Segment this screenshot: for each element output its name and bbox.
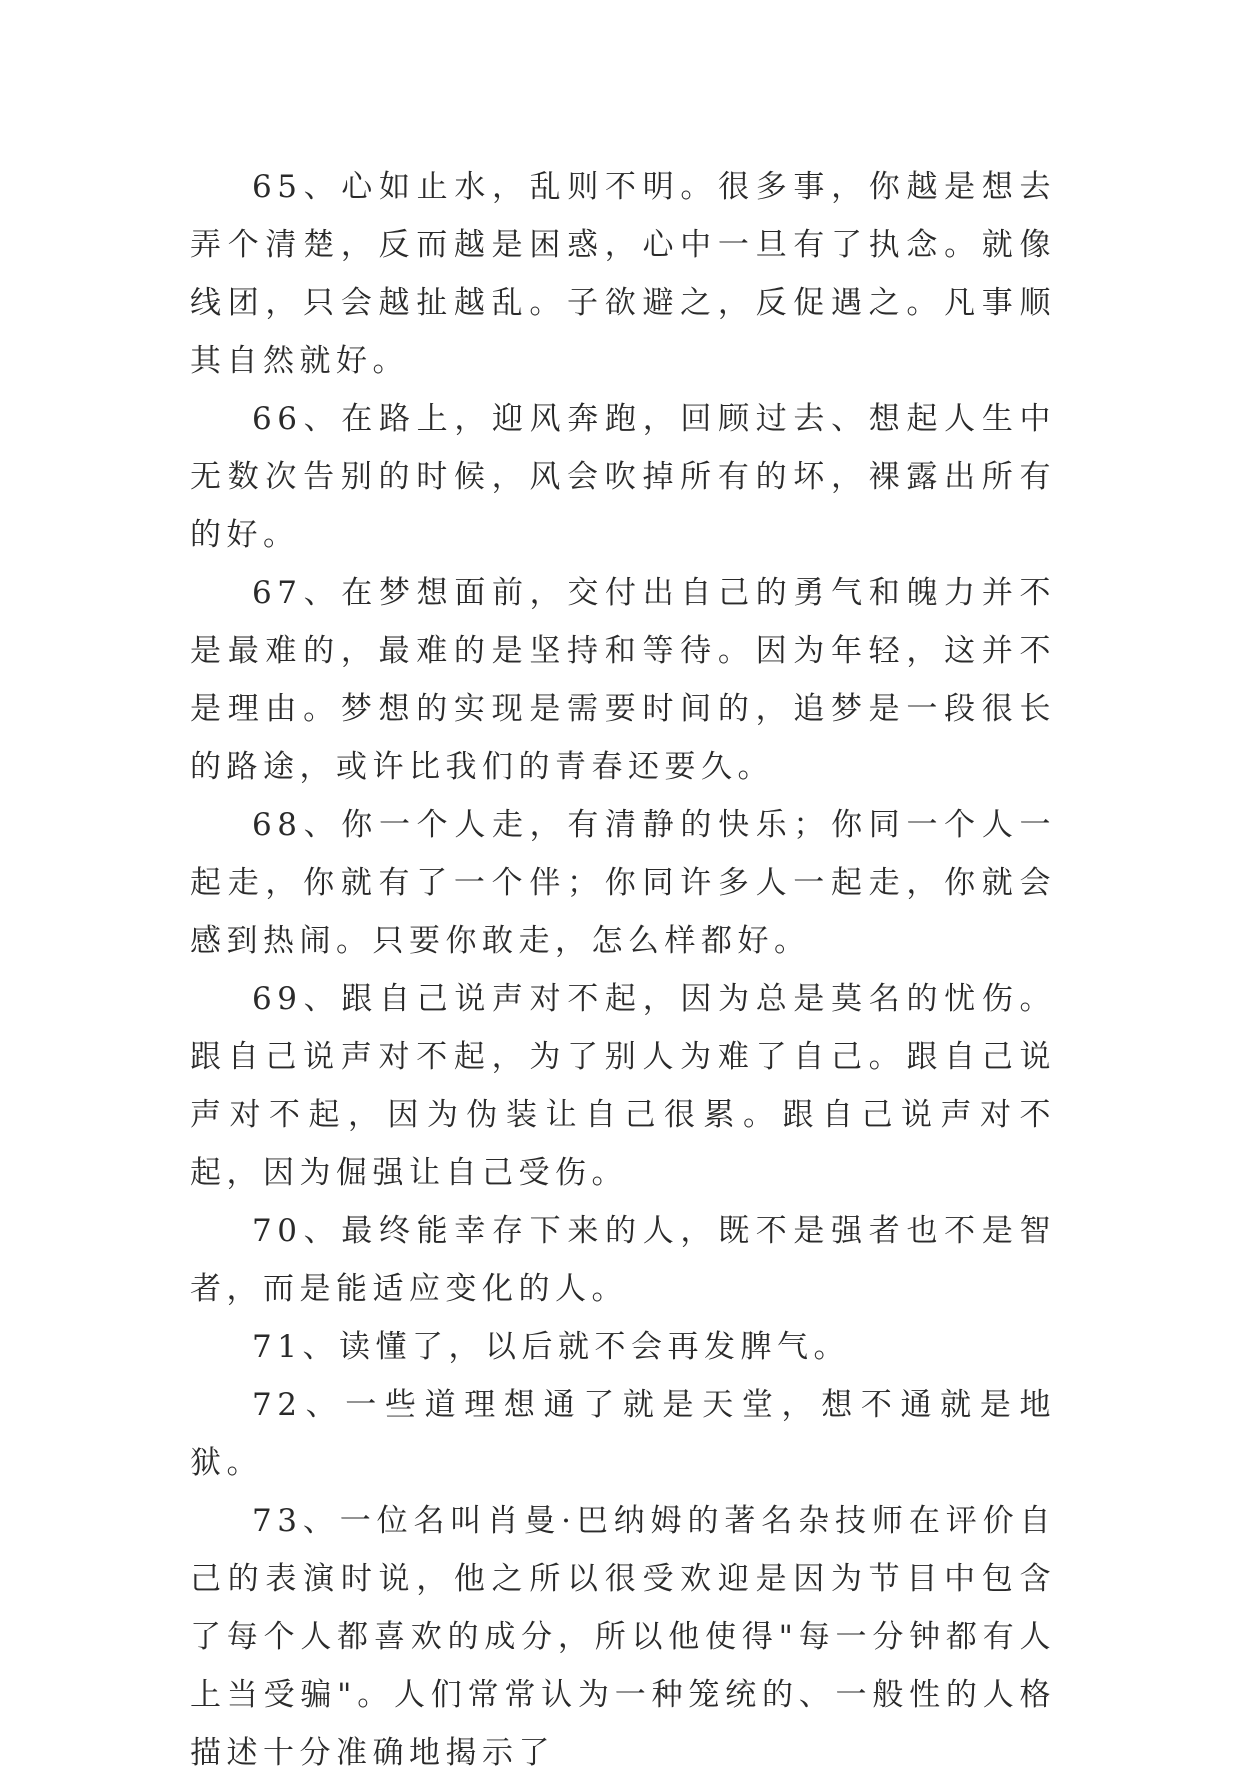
paragraph-70: 70、最终能幸存下来的人，既不是强者也不是智者，而是能适应变化的人。: [190, 1213, 1056, 1307]
paragraph-72: 72、一些道理想通了就是天堂，想不通就是地狱。: [190, 1387, 1056, 1481]
paragraph-68: 68、你一个人走，有清静的快乐；你同一个人一起走，你就有了一个伴；你同许多人一起走，你就会感到热闹。只要你敢走，怎么样都好。: [190, 807, 1056, 959]
paragraph-66: 66、在路上，迎风奔跑，回顾过去、想起人生中无数次告别的时候，风会吹掉所有的坏，裸露出所有的好。: [190, 401, 1056, 553]
paragraph-65: 65、心如止水，乱则不明。很多事，你越是想去弄个清楚，反而越是困惑，心中一旦有了执念。就像线团，只会越扯越乱。子欲避之，反促遇之。凡事顺其自然就好。: [190, 169, 1056, 379]
paragraph-69: 69、跟自己说声对不起，因为总是莫名的忧伤。跟自己说声对不起，为了别人为难了自己。跟自己说声对不起，因为伪装让自己很累。跟自己说声对不起，因为倔强让自己受伤。: [190, 981, 1056, 1191]
paragraph-67: 67、在梦想面前，交付出自己的勇气和魄力并不是最难的，最难的是坚持和等待。因为年轻，这并不是理由。梦想的实现是需要时间的，追梦是一段很长的路途，或许比我们的青春还要久。: [190, 575, 1056, 785]
paragraph-71: 71、读懂了，以后就不会再发脾气。: [252, 1329, 850, 1365]
document-body: [190, 158, 1056, 1782]
paragraph-73: 73、一位名叫肖曼·巴纳姆的著名杂技师在评价自己的表演时说，他之所以很受欢迎是因为节目中包含了每个人都喜欢的成分，所以他使得"每一分钟都有人上当受骗"。人们常常认为一种笼统的、一般性的人格描述十分准确地揭示了: [190, 1503, 1056, 1771]
